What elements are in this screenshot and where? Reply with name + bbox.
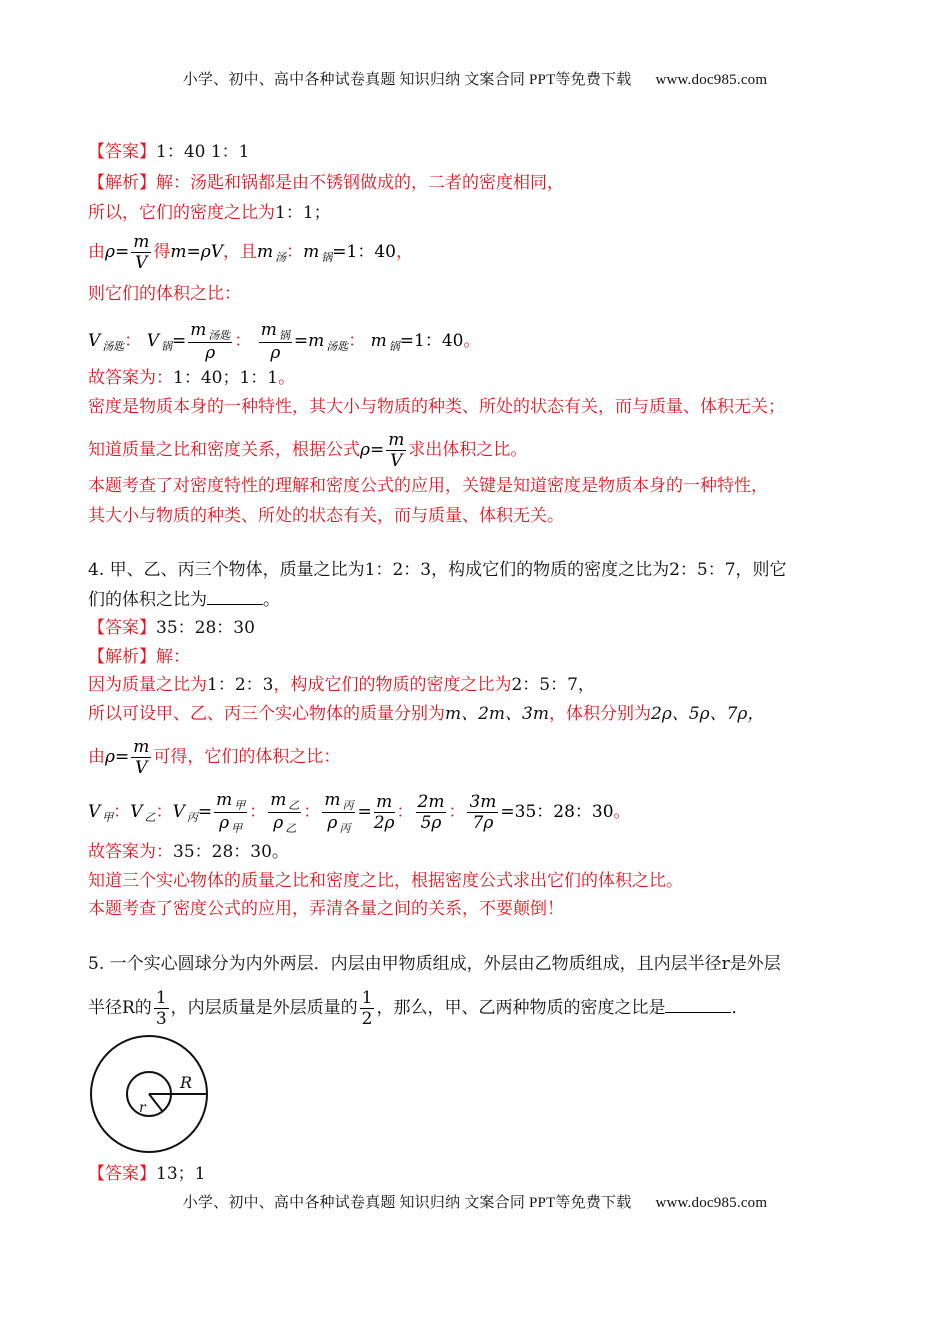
- text: 则它们的体积之比：: [88, 284, 241, 304]
- denominator: ρ: [270, 343, 281, 363]
- numerator: m: [260, 320, 277, 340]
- sub: 甲: [102, 811, 114, 824]
- sub: 汤匙: [208, 329, 231, 342]
- denominator: V: [390, 451, 403, 471]
- text: ，构成它们的物质的密度之比为: [273, 675, 512, 695]
- q4-answer: [88, 616, 255, 640]
- fraction: $\frac{m}{2\rho}$: [373, 792, 395, 833]
- fraction: [259, 320, 292, 363]
- sphere-diagram: [88, 1032, 212, 1156]
- numerator: m: [388, 430, 405, 450]
- q4-analysis: [88, 645, 190, 669]
- page-header: [0, 68, 950, 89]
- var: V: [88, 331, 101, 351]
- analysis-label: 【解析】: [88, 647, 156, 667]
- text: ，那么，甲、乙两种物质的密度之比是: [376, 998, 666, 1018]
- text: 知道质量之比和密度关系，根据公式: [88, 440, 360, 460]
- text: ，且: [223, 242, 258, 262]
- denominator: ρ: [205, 343, 216, 363]
- denominator: 2: [361, 1009, 373, 1029]
- sub: 乙: [144, 811, 156, 824]
- value: m、2m、3m: [445, 704, 549, 724]
- fraction: [188, 320, 232, 363]
- text: 得: [153, 242, 171, 262]
- answer-blank: [207, 590, 263, 605]
- answer-label: 【答案】: [88, 1164, 156, 1184]
- fraction: $\frac{3m}{7\rho}$: [469, 792, 497, 833]
- sub: 汤匙: [326, 340, 349, 353]
- fraction: $\frac{m _乙}{\rho _乙}$: [270, 790, 300, 835]
- answer-value: 1：40 1：1: [156, 142, 250, 162]
- sub: 锅: [388, 340, 400, 353]
- value: 1：40；1：1: [173, 368, 279, 388]
- q3-analysis-intro: [88, 171, 564, 195]
- sub: 丙: [339, 822, 351, 835]
- answer-label: 【答案】: [88, 618, 156, 638]
- denominator: V: [135, 253, 148, 273]
- text: 所以，它们的密度之比为: [88, 203, 275, 223]
- q4-question-2: [88, 588, 280, 612]
- sub: 甲: [231, 822, 243, 835]
- sub: 丙: [186, 811, 198, 824]
- answer-blank: [665, 998, 731, 1013]
- fraction: $\frac{2m}{5\rho}$: [417, 792, 445, 833]
- fraction: [386, 430, 406, 471]
- q3-volume-ratio-intro: [88, 282, 241, 306]
- text: 们的体积之比为: [88, 590, 207, 610]
- sub: 乙: [285, 822, 297, 835]
- inner-radius-line: [149, 1094, 163, 1112]
- text: 由: [88, 747, 105, 767]
- q4-note: 知道三个实心物体的质量之比和密度之比，根据密度公式求出它们的体积之比。: [88, 871, 683, 891]
- q4-volume-formula: V $_甲$：V $_乙$：V $_丙$= $\frac{m _甲}{\rho _甲}$ ： $\frac{m _乙}{\rho _乙}$ ： $\frac{m _丙}{\rho _丙}$ = $\frac{m}{2\rho}$ ： $\frac{2m}{5\rho}$ ： $\frac{3m}{7\rho}$ =35：28：30。: [88, 790, 631, 835]
- fraction: [360, 988, 375, 1029]
- fraction: [131, 232, 151, 273]
- q5-question-1: 5. 一个实心圆球分为内外两层．内层由甲物质组成，外层由乙物质组成，且内层半径r是外层: [88, 954, 781, 974]
- analysis-label: 【解析】: [88, 173, 156, 193]
- fraction: $\frac{m _丙}{\rho _丙}$: [324, 790, 354, 835]
- q3-formula-line: 由ρ= $\frac{m}{V}$ 得m=ρV，且m $_汤$：m $_锅$=1：40，: [88, 232, 413, 273]
- q4-final-answer: [88, 840, 289, 864]
- text: 故答案为：: [88, 842, 173, 862]
- q4-line-3: 由ρ= $\frac{m}{V}$ 可得，它们的体积之比：: [88, 737, 341, 778]
- text: 由: [88, 242, 105, 262]
- numerator: 1: [155, 988, 167, 1008]
- page-footer: [0, 1191, 950, 1212]
- formula: m=ρV: [170, 242, 224, 262]
- header-url: www.doc985.com: [655, 72, 768, 88]
- text: 因为质量之比为: [88, 675, 207, 695]
- var: m: [370, 331, 387, 351]
- sub: 甲: [234, 799, 246, 812]
- text: 解：: [156, 647, 190, 667]
- inner-radius-label: r: [139, 1100, 146, 1116]
- q3-final-answer: 故答案为：1：40；1：1。: [88, 368, 296, 388]
- text: 半径R的: [88, 998, 152, 1018]
- denominator: 3: [155, 1009, 167, 1029]
- var: m: [308, 331, 325, 351]
- formula: ρ=: [105, 242, 130, 262]
- text: 。: [263, 590, 280, 610]
- q3-note-1: 密度是物质本身的一种特性，其大小与物质的种类、所处的状态有关，而与质量、体积无关；: [88, 397, 785, 417]
- q3-answer: [88, 140, 249, 164]
- sub: 乙: [288, 799, 300, 812]
- fraction: [154, 988, 169, 1029]
- q4-summary: 本题考查了密度公式的应用，弄清各量之间的关系，不要颠倒！: [88, 899, 564, 919]
- sub: 丙: [342, 799, 354, 812]
- result: =35：28：30: [500, 802, 614, 822]
- text: 求出体积之比。: [408, 440, 528, 460]
- q3-summary-2: 其大小与物质的种类、所处的状态有关，而与质量、体积无关。: [88, 506, 564, 526]
- answer-label: 【答案】: [88, 142, 156, 162]
- value: 2：5：7，: [511, 675, 595, 695]
- result: =1：40: [399, 331, 464, 351]
- q4-line-2: [88, 702, 764, 726]
- q3-density-ratio: [88, 201, 331, 225]
- q4-question-1: 4. 甲、乙、丙三个物体，质量之比为1：2：3，构成它们的物质的密度之比为2：5：7，则它: [88, 560, 787, 580]
- value: 2ρ、5ρ、7ρ，: [651, 704, 765, 724]
- fraction: [131, 737, 151, 778]
- analysis-text: 解：汤匙和锅都是由不锈钢做成的，二者的密度相同，: [156, 173, 564, 193]
- q3-note-2: 知道质量之比和密度关系，根据公式ρ= $\frac{m}{V}$ 求出体积之比。: [88, 430, 528, 471]
- numerator: m: [133, 737, 150, 757]
- text: 所以可设甲、乙、丙三个实心物体的质量分别为: [88, 704, 445, 724]
- text: 可得，它们的体积之比：: [153, 747, 341, 767]
- value: 1：2：3: [207, 675, 274, 695]
- q4-line-1: [88, 673, 595, 697]
- ratio-value: 1：1；: [275, 203, 331, 223]
- denominator: V: [135, 758, 148, 778]
- value: 35：28：30。: [173, 842, 289, 862]
- header-text: 小学、初中、高中各种试卷真题 知识归纳 文案合同 PPT等免费下载: [182, 72, 632, 88]
- q5-question-2: [88, 988, 748, 1029]
- footer-url: www.doc985.com: [655, 1195, 768, 1211]
- var: V: [146, 331, 159, 351]
- text: ，内层质量是外层质量的: [170, 998, 358, 1018]
- text: ，体积分别为: [549, 704, 651, 724]
- footer-text: 小学、初中、高中各种试卷真题 知识归纳 文案合同 PPT等免费下载: [182, 1195, 632, 1211]
- q3-volume-formula: V $_{汤匙}$： V $_锅$= $\frac{m _{汤匙}}{\rho}$ ： $\frac{m _锅}{\rho}$ =m $_{汤匙}$： m $_锅$=1：40。: [88, 320, 481, 363]
- numerator: m: [190, 320, 207, 340]
- sub: 锅: [278, 329, 290, 342]
- q5-answer: [88, 1162, 205, 1186]
- answer-value: 35：28：30: [156, 618, 255, 638]
- fraction: $\frac{m _甲}{\rho _甲}$: [216, 790, 246, 835]
- text: 故答案为：: [88, 368, 173, 388]
- answer-value: 13；1: [156, 1164, 206, 1184]
- numerator: m: [133, 232, 150, 252]
- sub: 锅: [160, 340, 172, 353]
- q3-summary-1: 本题考查了对密度特性的理解和密度公式的应用，关键是知道密度是物质本身的一种特性，: [88, 476, 768, 496]
- numerator: 1: [361, 988, 373, 1008]
- outer-radius-label: R: [180, 1073, 193, 1092]
- text: ．: [731, 998, 749, 1018]
- sub: 汤匙: [102, 340, 125, 353]
